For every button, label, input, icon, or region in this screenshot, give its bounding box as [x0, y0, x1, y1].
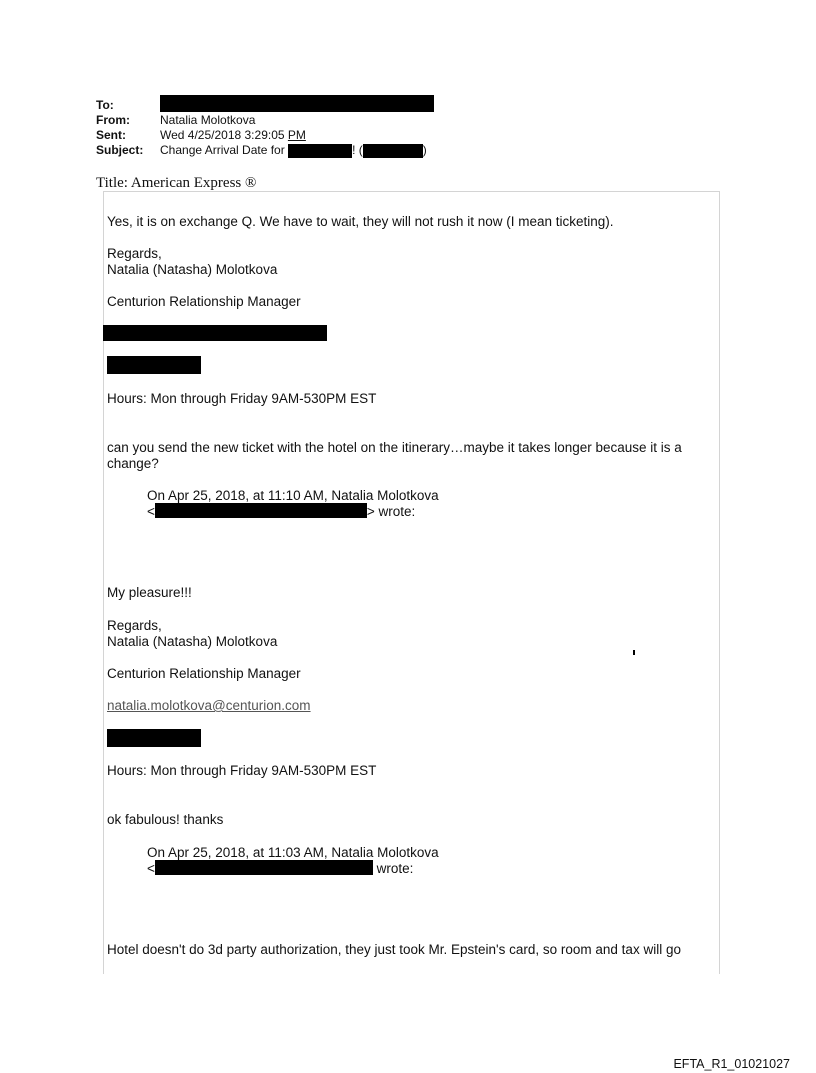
- quote-lt: <: [147, 504, 155, 519]
- signature-name: Natalia (Natasha) Molotkova: [107, 634, 278, 649]
- body-paragraph: Hotel doesn't do 3d party authorization, they just took Mr. Epstein's card, so room and tax will go: [107, 942, 681, 957]
- signature-name: Natalia (Natasha) Molotkova: [107, 262, 278, 277]
- signature-role: Centurion Relationship Manager: [107, 294, 301, 309]
- quote-attribution: On Apr 25, 2018, at 11:03 AM, Natalia Molotkova: [147, 845, 439, 860]
- redaction-bar: [155, 860, 373, 875]
- subject-label: Subject:: [96, 143, 144, 157]
- redaction-bar: [363, 144, 423, 158]
- quote-attribution: On Apr 25, 2018, at 11:10 AM, Natalia Molotkova: [147, 488, 439, 503]
- sent-value: [160, 128, 306, 143]
- quote-wrote: wrote:: [372, 861, 414, 876]
- quote-wrote: > wrote:: [366, 504, 416, 519]
- to-label: To:: [96, 98, 114, 112]
- stray-mark: [633, 650, 635, 655]
- reply-paragraph: ok fabulous! thanks: [107, 812, 224, 827]
- from-label: From:: [96, 113, 130, 127]
- signature-hours: Hours: Mon through Friday 9AM-530PM EST: [107, 391, 377, 406]
- redaction-bar: [107, 356, 201, 374]
- subject-value: [160, 143, 427, 158]
- redaction-bar: [155, 503, 367, 518]
- sent-label: Sent:: [96, 128, 126, 142]
- subject-end: ): [422, 143, 427, 157]
- signature-regards: Regards,: [107, 618, 162, 633]
- page-title: Title: American Express ®: [96, 175, 257, 191]
- subject-row: [96, 143, 434, 158]
- from-value: Natalia Molotkova: [160, 113, 256, 127]
- body-paragraph: Yes, it is on exchange Q. We have to wait, they will not rush it now (I mean ticketing).: [107, 214, 614, 229]
- redaction-bar: [103, 325, 327, 341]
- sent-value-pm: PM: [287, 128, 306, 142]
- from-row: [96, 113, 434, 128]
- reply-paragraph: can you send the new ticket with the hotel on the itinerary…maybe it takes longer because it is a change?: [107, 440, 682, 471]
- subject-mid: ! (: [352, 143, 363, 157]
- quote-lt: <: [147, 861, 155, 876]
- quote-attribution-email: [147, 861, 413, 877]
- signature-regards: Regards,: [107, 246, 162, 261]
- quote-attribution-email: [147, 504, 415, 520]
- to-row: [96, 98, 434, 113]
- email-link[interactable]: natalia.molotkova@centurion.com: [107, 698, 311, 713]
- body-paragraph: My pleasure!!!: [107, 585, 192, 600]
- redaction-bar: [160, 95, 434, 112]
- email-header: [96, 98, 434, 158]
- signature-role: Centurion Relationship Manager: [107, 666, 301, 681]
- sent-row: [96, 128, 434, 143]
- sent-value-main: Wed 4/25/2018 3:29:05: [160, 128, 288, 142]
- document-id: EFTA_R1_01021027: [673, 1057, 790, 1071]
- redaction-bar: [288, 144, 352, 158]
- subject-prefix: Change Arrival Date for: [160, 143, 289, 157]
- redaction-bar: [107, 729, 201, 747]
- signature-hours: Hours: Mon through Friday 9AM-530PM EST: [107, 763, 377, 778]
